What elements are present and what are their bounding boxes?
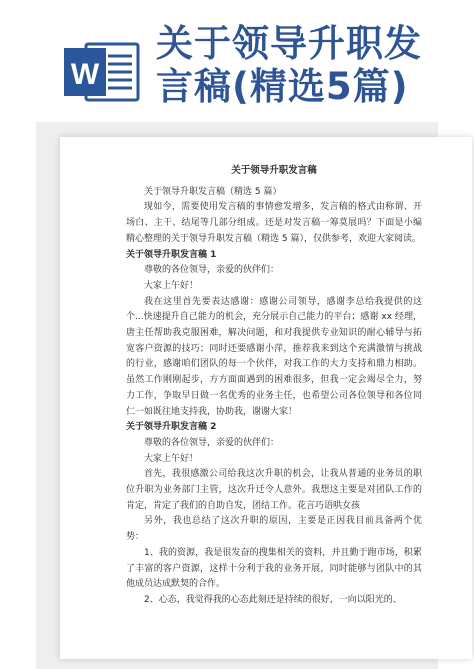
- hello-2: 大家上午好！: [144, 453, 199, 464]
- hello-1: 大家上午好！: [144, 280, 199, 291]
- intro-paragraph: 现如今，需要使用发言稿的事情愈发增多，发言稿的格式由称谓、开场白、主干、结尾等几部分组成。还是对发言稿一筹莫展吗？下面是小编精心整理的关于领导升职发言稿（精选 5 篇），仅供参考，欢迎大家阅读。: [126, 202, 422, 244]
- greeting-1: 尊敬的各位领导，亲爱的伙伴们：: [144, 265, 280, 276]
- document-content: [126, 163, 422, 609]
- section-heading-1: 关于领导升职发言稿 1: [126, 249, 217, 260]
- greeting-2: 尊敬的各位领导，亲爱的伙伴们：: [144, 437, 280, 448]
- document-subtitle: 关于领导升职发言稿（精选 5 篇）: [144, 186, 282, 197]
- body-paragraph-1: 我在这里首先要表达感谢：感谢公司领导，感谢李总给我提供的这个...快速提升自己能力的机会，充分展示自己能力的平台；感谢 xx 经理，唐主任帮助我克服困难，解决问题，和对我提供专业知识的耐心辅导与拓宽客户资源的技巧；同时还要感谢小萍，推荐我来到这个充满激情与挑战的行业，感谢咱们团队的每一个伙伴，对我工作的大力支持和鼎力相助。虽然工作刚刚起步，方方面面遇到的困难很多，但我一定会竭尽全力，努力工作，争取早日做一名优秀的业务主任，也希望公司各位领导和各位同仁一如既往地支持我，协助我，谢谢大家！: [126, 296, 422, 417]
- word-document-icon: [62, 40, 140, 104]
- document-page: [60, 137, 472, 659]
- banner: [0, 0, 474, 135]
- section-heading-2: 关于领导升职发言稿 2: [126, 422, 217, 433]
- document-title: 关于领导升职发言稿: [231, 165, 317, 176]
- body-paragraph-5: 2、心态，我觉得我的心态此刻还是持续的很好，一向以阳光的、: [144, 594, 402, 605]
- body-paragraph-3: 另外，我也总结了这次升职的原因，主要是正因我目前具备两个优势：: [126, 516, 422, 543]
- body-paragraph-4: 1、我的资源，我是很发奋的搜集相关的资料，并且勤于跑市场，积累了丰富的客户资源，这样十分利于我的业务开展，同时能够与团队中的其他成员达成默契的合作。: [126, 547, 422, 590]
- svg-text:W: W: [70, 58, 100, 91]
- page-title: 关于领导升职发言稿(精选5篇): [156, 22, 422, 108]
- body-paragraph-2: 首先，我很感激公司给我这次升职的机会，让我从普通的业务员的职位升职为业务部门主管，这次升迁令人意外。我想这主要是对团队工作的肯定，肯定了我们的自助自发，团结工作。花言巧语哄女孩: [126, 469, 422, 511]
